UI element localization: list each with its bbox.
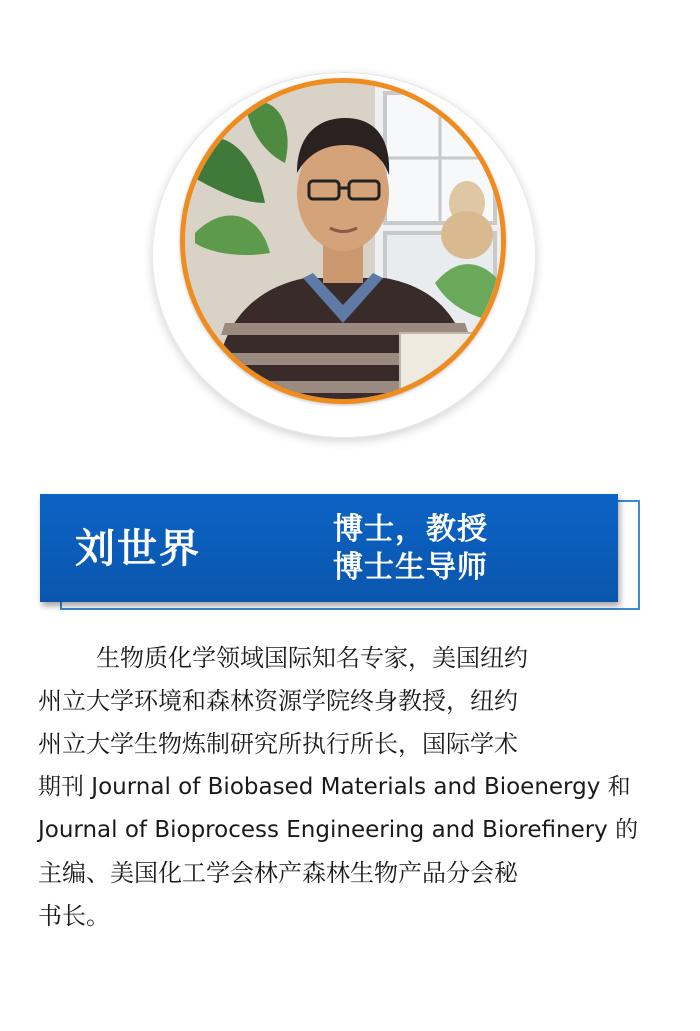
bio-line: 州立大学环境和森林资源学院终身教授，纽约	[38, 687, 518, 715]
portrait-illustration	[185, 83, 501, 399]
bio-line: Journal of Bioprocess Engineering and Biorefinery 的	[38, 817, 639, 843]
portrait-photo	[185, 83, 501, 399]
title-line-1: 博士，教授	[333, 512, 488, 547]
bio-line: 期刊 Journal of Biobased Materials and Bioenergy 和	[38, 774, 631, 800]
bio-line: 书长。	[38, 902, 110, 930]
bio-line: 主编、美国化工学会林产森林生物产品分会秘	[38, 859, 518, 887]
person-name: 刘世界	[75, 526, 201, 572]
bio-line: 州立大学生物炼制研究所执行所长，国际学术	[38, 730, 518, 758]
title-line-2: 博士生导师	[333, 550, 488, 585]
bio-text	[38, 637, 662, 938]
bio-line: 生物质化学领域国际知名专家，美国纽约	[96, 644, 528, 672]
